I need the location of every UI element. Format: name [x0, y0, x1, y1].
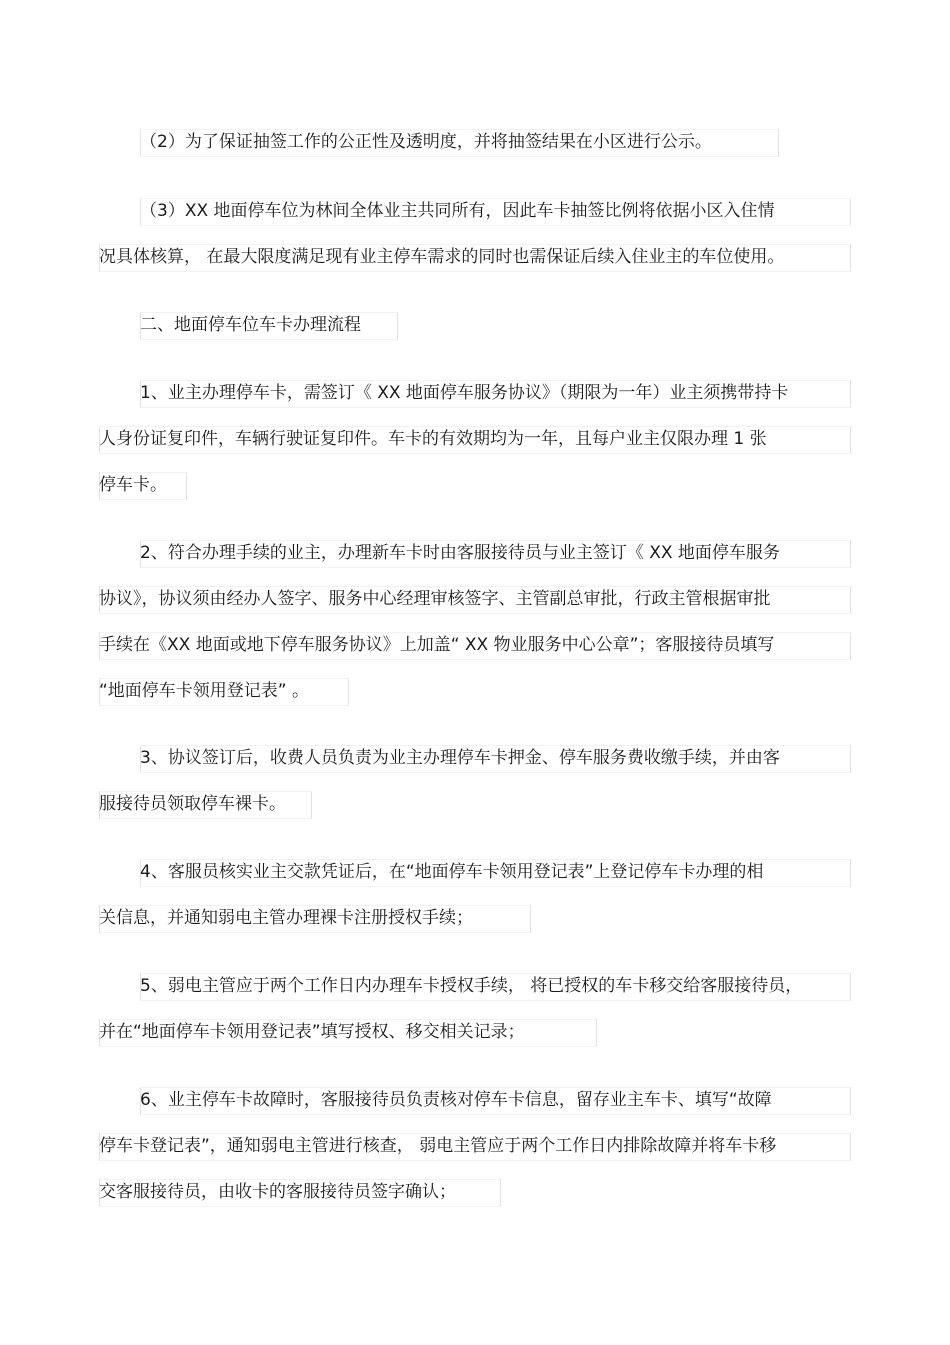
paragraph-line: 手续在《XX 地面或地下停车服务协议》上加盖“ XX 物业服务中心公章”；客服接待员填写	[99, 635, 775, 655]
paragraph-line: 服接待员领取停车裸卡。	[99, 794, 286, 814]
paragraph-line: 3、协议签订后，收费人员负责为业主办理停车卡押金、停车服务费收缴手续，并由客	[140, 748, 780, 768]
paragraph-line: 关信息，并通知弱电主管办理裸卡注册授权手续；	[99, 908, 473, 928]
paragraph-line: 6、业主停车卡故障时，客服接待员负责核对停车卡信息，留存业主车卡、填写“故障	[140, 1090, 772, 1110]
paragraph-line: “地面停车卡领用登记表” 。	[99, 681, 310, 701]
section-heading: 二、地面停车位车卡办理流程	[140, 315, 361, 335]
paragraph-line: （2）为了保证抽签工作的公正性及透明度，并将抽签结果在小区进行公示。	[140, 132, 712, 152]
paragraph-line: 5、弱电主管应于两个工作日内办理车卡授权手续， 将已授权的车卡移交给客服接待员，	[140, 976, 803, 996]
paragraph-line: 协议》，协议须由经办人签字、服务中心经理审核签字、主管副总审批，行政主管根据审批	[99, 589, 771, 609]
paragraph-line: 1、业主办理停车卡，需签订《 XX 地面停车服务协议》（期限为一年）业主须携带持卡	[140, 383, 789, 403]
paragraph-line: 4、客服员核实业主交款凭证后，在“地面停车卡领用登记表”上登记停车卡办理的相	[140, 862, 764, 882]
paragraph-line: 交客服接待员，由收卡的客服接待员签字确认；	[99, 1182, 456, 1202]
paragraph-line: 停车卡登记表”，通知弱电主管进行核查， 弱电主管应于两个工作日内排除故障并将车卡移	[99, 1136, 777, 1156]
paragraph-line: 人身份证复印件，车辆行驶证复印件。车卡的有效期均为一年，且每户业主仅限办理 1 张	[99, 429, 767, 449]
paragraph-line: 并在“地面停车卡领用登记表”填写授权、移交相关记录；	[99, 1022, 525, 1042]
paragraph-line: 况具体核算， 在最大限度满足现有业主停车需求的同时也需保证后续入住业主的车位使用。	[99, 247, 785, 267]
paragraph-line: 停车卡。	[99, 475, 167, 495]
paragraph-line: （3）XX 地面停车位为林间全体业主共同所有，因此车卡抽签比例将依据小区入住情	[140, 201, 775, 221]
paragraph-line: 2、符合办理手续的业主，办理新车卡时由客服接待员与业主签订《 XX 地面停车服务	[140, 543, 780, 563]
